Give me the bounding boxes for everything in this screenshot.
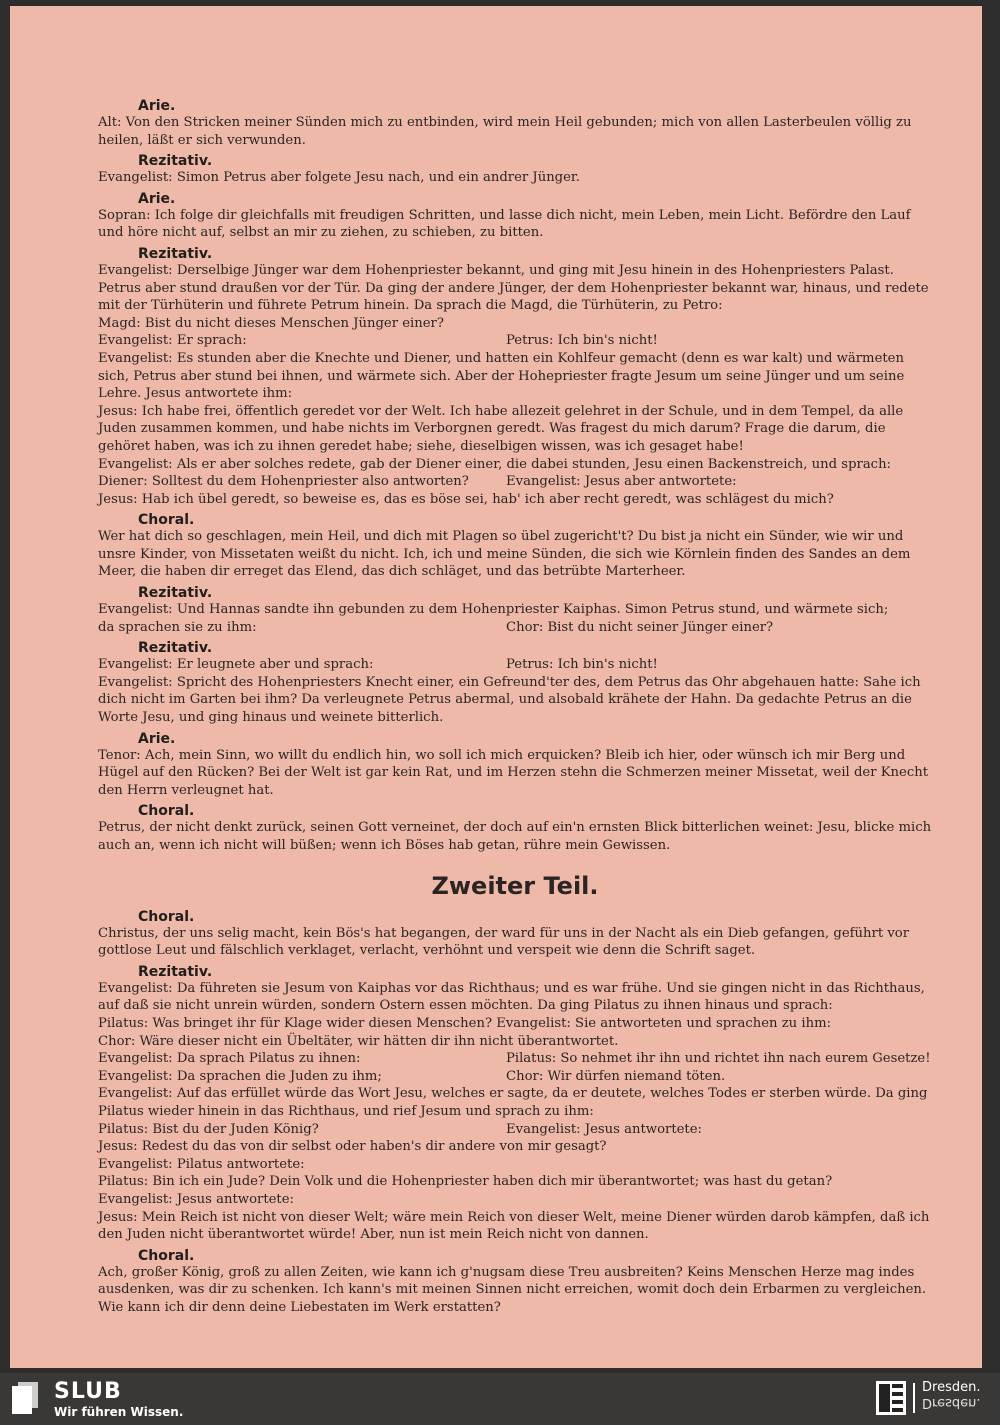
- text-line: Jesus: Hab ich übel geredt, so beweise es, das es böse sei, hab' ich aber recht geredt, was schlägest du mich?: [98, 491, 834, 507]
- dialog-pair: [98, 1050, 932, 1068]
- text-line: Jesus: Mein Reich ist nicht von dieser Welt; wäre mein Reich von dieser Welt, meine Diener würden darob kämpfen, daß ich den Juden nicht überantwortet würde! Aber, nun ist mein Reich nicht von dannen.: [98, 1209, 930, 1243]
- text-line: Sopran: Ich folge dir gleichfalls mit freudigen Schritten, und lasse dich nicht, mein Leben, mein Licht. Befördre den Lauf und höre nicht auf, selbst an mir zu ziehen, zu schieben, zu bitten.: [98, 207, 911, 241]
- dialog-right: Petrus: Ich bin's nicht!: [506, 657, 658, 673]
- section-heading: Rezitativ.: [138, 963, 213, 980]
- text-line: Evangelist: Auf das erfüllet würde das Wort Jesu, welches er sagte, da er deutete, welches Todes er sterben würde. Da ging Pilatus wieder hinein in das Richthaus, und rief Jesum und sprach zu ihm:: [98, 1086, 928, 1119]
- text-line: Evangelist: Es stunden aber die Knechte und Diener, und hatten ein Kohlfeur gemacht (denn es war kalt) und wärmeten sich, Petrus aber stund bei ihnen, und wärmete sich. Aber der Hohepriester fragte Jesum um seine Jünger und um seine Lehre. Jesus antwortete ihm:: [98, 350, 905, 402]
- dresden-crest-icon: [876, 1381, 906, 1415]
- section-heading: Rezitativ.: [138, 640, 213, 657]
- text-line: Evangelist: Simon Petrus aber folgete Jesu nach, und ein andrer Jünger.: [98, 170, 580, 186]
- dialog-pair: [98, 1068, 932, 1086]
- slub-logo-icon: [12, 1382, 38, 1414]
- dialog-pair: [98, 619, 932, 637]
- section-heading: Choral.: [138, 803, 195, 820]
- section-heading: Rezitativ.: [138, 153, 213, 170]
- section-heading: Choral.: [138, 512, 195, 529]
- dresden-line-2: Dresden.: [922, 1395, 981, 1410]
- dialog-right: Petrus: Ich bin's nicht!: [506, 333, 658, 349]
- dialog-left: Diener: Solltest du dem Hohenpriester also antworten?: [98, 474, 469, 490]
- text-line: Evangelist: Und Hannas sandte ihn gebunden zu dem Hohenpriester Kaiphas. Simon Petrus stund, und wärmete sich;: [98, 602, 889, 618]
- dialog-right: Chor: Bist du nicht seiner Jünger einer?: [506, 619, 774, 635]
- document-page: [10, 6, 982, 1368]
- section-heading: Rezitativ.: [138, 585, 213, 602]
- text-line: Evangelist: Spricht des Hohenpriesters Knecht einer, ein Gefreund'ter des, dem Petrus das Ohr abgehauen hatte: Sahe ich dich nicht im Garten bei ihm? Da verleugnete Petrus abermal, und alsobald krähete der Hahn. Da gedachte Petrus an die Worte Jesu, und ging hinaus und weinete bitterlich.: [98, 674, 921, 726]
- text-line: Tenor: Ach, mein Sinn, wo willt du endlich hin, wo soll ich mich erquicken? Bleib ich hier, oder wünsch ich mir Berg und Hügel auf den Rücken? Bei der Welt ist gar kein Rat, und im Herzen stehn die Schmerzen meiner Missetat, weil der Knecht den Herrn verleugnet hat.: [98, 747, 929, 798]
- text-line: Wer hat dich so geschlagen, mein Heil, und dich mit Plagen so übel zugericht't? Du bist ja nicht ein Sünder, wie wir und unsre Kinder, von Missetaten weißt du nicht. Ich, ich und meine Sünden, die sich wie Körnlein finden des Sandes an dem Meer, die haben dir erreget das Elend, das dich schläget, und das betrübte Marterheer.: [98, 529, 911, 580]
- text-line: Pilatus: Bin ich ein Jude? Dein Volk und die Hohenpriester haben dich mir überantwortet; was hast du getan?: [98, 1174, 833, 1190]
- text-line: Ach, großer König, groß zu allen Zeiten, wie kann ich g'nugsam diese Treu ausbreiten? Keins Menschen Herze mag indes ausdenken, was dir zu schenken. Ich kann's mit meinen Sinnen nicht erreichen, womit doch dein Erbarmen zu vergleichen. Wie kann ich dir denn deine Liebestaten im Werk erstatten?: [98, 1264, 927, 1315]
- dialog-pair: [98, 332, 932, 350]
- section-heading: Arie.: [138, 190, 176, 207]
- dialog-left: Evangelist: Da sprach Pilatus zu ihnen:: [98, 1051, 361, 1067]
- text-line: Petrus, der nicht denkt zurück, seinen Gott verneinet, der doch auf ein'n ernsten Blick bitterlichen weinet: Jesu, blicke mich auch an, wenn ich nicht will büßen; wenn ich Böses hab getan, rühre mein Gewissen.: [98, 820, 932, 853]
- text-line: Magd: Bist du nicht dieses Menschen Jünger einer?: [98, 315, 444, 331]
- dialog-right: Evangelist: Jesus antwortete:: [506, 1121, 702, 1137]
- slub-tagline: Wir führen Wissen.: [54, 1405, 184, 1419]
- text-line: Jesus: Redest du das von dir selbst oder haben's dir andere von mir gesagt?: [98, 1139, 607, 1155]
- dresden-name[interactable]: [922, 1381, 980, 1409]
- dialog-pair: [98, 656, 932, 674]
- text-line: Pilatus: Was bringet ihr für Klage wider diesen Menschen? Evangelist: Sie antworteten und sprachen zu ihm:: [98, 1015, 832, 1031]
- part-title: Zweiter Teil.: [431, 871, 599, 900]
- text-line: Chor: Wäre dieser nicht ein Übeltäter, wir hätten dir ihn nicht überantwortet.: [98, 1033, 619, 1049]
- dialog-left: Pilatus: Bist du der Juden König?: [98, 1121, 319, 1137]
- slub-name[interactable]: SLUB: [54, 1379, 122, 1404]
- section-heading: Rezitativ.: [138, 245, 213, 262]
- text-line: Evangelist: Derselbige Jünger war dem Hohenpriester bekannt, und ging mit Jesu hinein in des Hohenpriesters Palast. Petrus aber stund draußen vor der Tür. Da ging der andere Jünger, der dem Hohenpriester bekannt war, hinaus, und redete mit der Türhüterin und führete Petrum hinein. Da sprach die Magd, die Türhüterin, zu Petro:: [98, 262, 929, 314]
- dialog-right: Pilatus: So nehmet ihr ihn und richtet ihn nach eurem Gesetze!: [506, 1051, 931, 1067]
- text-line: Jesus: Ich habe frei, öffentlich geredet vor der Welt. Ich habe allezeit gelehret in der Schule, und in dem Tempel, da alle Juden zusammen kommen, und habe nichts im Verborgnen geredt. Was fragest du mich darum? Frage die darum, die gehöret haben, was ich zu ihnen geredet habe; siehe, dieselbigen wissen, was ich gesaget habe!: [98, 403, 904, 454]
- dialog-pair: [98, 473, 932, 491]
- text-line: Christus, der uns selig macht, kein Bös's hat begangen, der ward für uns in der Nacht als ein Dieb gefangen, geführt vor gottlose Leut und fälschlich verklaget, verlacht, verhöhnt und verspeit wie denn die Schrift saget.: [98, 925, 910, 959]
- dialog-left: Evangelist: Er sprach:: [98, 333, 247, 349]
- document-text: [98, 94, 932, 1316]
- footer-bar: [0, 1373, 1000, 1425]
- section-heading: Arie.: [138, 730, 176, 747]
- section-heading: Choral.: [138, 908, 195, 925]
- text-line: Evangelist: Als er aber solches redete, gab der Diener einer, die dabei stunden, Jesu einen Backenstreich, und sprach:: [98, 456, 892, 472]
- dialog-pair: [98, 1121, 932, 1139]
- dialog-left: da sprachen sie zu ihm:: [98, 619, 257, 635]
- dialog-right: Chor: Wir dürfen niemand töten.: [506, 1068, 726, 1084]
- text-line: Evangelist: Pilatus antwortete:: [98, 1156, 305, 1172]
- dialog-left: Evangelist: Er leugnete aber und sprach:: [98, 657, 374, 673]
- text-line: Evangelist: Da führeten sie Jesum von Kaiphas vor das Richthaus; und es war frühe. Und sie gingen nicht in das Richthaus, auf daß sie nicht unrein würden, sondern Ostern essen möchten. Da ging Pilatus zu ihnen hinaus und sprach:: [98, 980, 925, 1014]
- dialog-left: Evangelist: Da sprachen die Juden zu ihm;: [98, 1068, 382, 1084]
- section-heading: Arie.: [138, 98, 176, 114]
- text-line: Evangelist: Jesus antwortete:: [98, 1191, 294, 1207]
- text-line: Alt: Von den Stricken meiner Sünden mich zu entbinden, wird mein Heil gebunden; mich von allen Lasterbeulen völlig zu heilen, läßt er sich verwunden.: [98, 115, 912, 148]
- dialog-right: Evangelist: Jesus aber antwortete:: [506, 474, 737, 490]
- footer-separator: [913, 1383, 915, 1413]
- section-heading: Choral.: [138, 1247, 195, 1264]
- dresden-line-1: Dresden.: [922, 1380, 981, 1395]
